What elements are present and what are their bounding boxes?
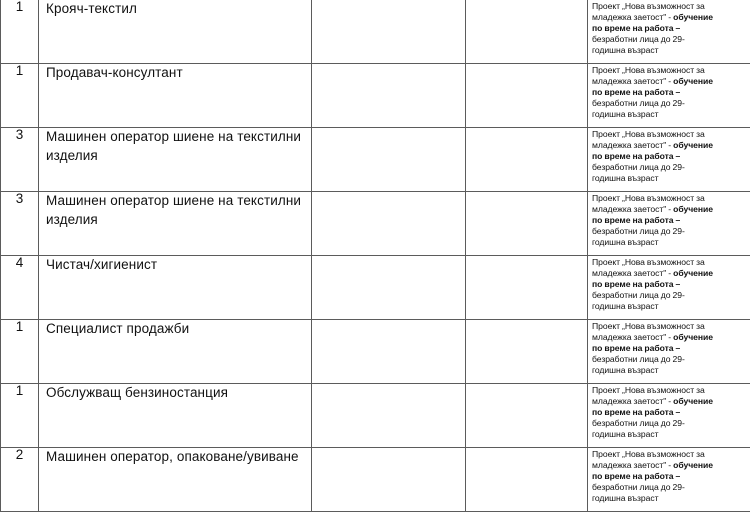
project-note-line-2-regular: младежка заетост" - [592,76,674,87]
project-note-line-1: Проект „Нова възможност за [592,65,705,75]
cell-position [39,320,312,384]
table-row [1,384,750,448]
project-note-line-2-bold: обучение [673,396,713,407]
cell-count [1,256,39,320]
project-note-line-4: безработни лица до 29- [592,418,685,429]
project-note [588,64,750,120]
cell-blank-b [466,320,588,384]
cell-count [1,0,39,64]
cell-count [1,128,39,192]
project-note [588,0,750,56]
cell-blank-a [312,192,466,256]
project-note-line-4: безработни лица до 29- [592,482,685,493]
count-value: 3 [15,127,24,142]
project-note-line-2-regular: младежка заетост" - [592,460,674,471]
cell-blank-a [312,128,466,192]
project-note-line-3-bold: по време на работа – [592,471,681,482]
project-note-line-5: годишна възраст [592,45,659,56]
cell-project-note [588,128,750,192]
table-row [1,128,750,192]
position-value: Машинен оператор, опаковане/увиване [46,449,299,464]
project-note-line-2-bold: обучение [673,140,713,151]
project-note-line-4: безработни лица до 29- [592,226,685,237]
project-note-line-5: годишна възраст [592,493,659,504]
cell-blank-b [466,0,588,64]
project-note-line-2-bold: обучение [673,204,713,215]
cell-blank-a [312,384,466,448]
project-note-line-2 [592,460,747,471]
project-note-line-1: Проект „Нова възможност за [592,385,705,395]
project-note-line-1: Проект „Нова възможност за [592,1,705,11]
project-note-line-3-bold: по време на работа – [592,215,681,226]
cell-blank-b [466,128,588,192]
project-note-line-4: безработни лица до 29- [592,98,685,109]
cell-position [39,128,312,192]
project-note-line-5: годишна възраст [592,237,659,248]
project-note [588,128,750,184]
table-row [1,448,750,512]
project-note-line-1: Проект „Нова възможност за [592,449,705,459]
cell-position [39,0,312,64]
project-note-line-2-bold: обучение [673,268,713,279]
count-value: 3 [15,191,24,206]
cell-position [39,448,312,512]
project-note-line-3-bold: по време на работа – [592,151,681,162]
project-note-line-3 [592,87,747,98]
project-note-line-1: Проект „Нова възможност за [592,321,705,331]
project-note-line-2 [592,76,747,87]
project-note [588,320,750,376]
project-note-line-2-bold: обучение [673,332,713,343]
project-note-line-1: Проект „Нова възможност за [592,129,705,139]
project-note-line-2-bold: обучение [673,460,713,471]
table-body [1,0,750,512]
project-note-line-3-bold: по време на работа – [592,343,681,354]
cell-position [39,192,312,256]
cell-count [1,320,39,384]
cell-count [1,384,39,448]
position-value: Машинен оператор шиене на текстилни изделия [46,193,302,227]
cell-position [39,256,312,320]
cell-project-note [588,192,750,256]
cell-project-note [588,320,750,384]
cell-position [39,384,312,448]
project-note [588,192,750,248]
project-note-line-4: безработни лица до 29- [592,162,685,173]
project-note-line-2 [592,332,747,343]
project-note-line-2 [592,12,747,23]
project-note-line-5: годишна възраст [592,429,659,440]
cell-blank-a [312,0,466,64]
project-note-line-3 [592,407,747,418]
project-note-line-2-regular: младежка заетост" - [592,268,674,279]
project-note-line-5: годишна възраст [592,365,659,376]
cell-blank-b [466,64,588,128]
project-note-line-4: безработни лица до 29- [592,34,685,45]
count-value: 1 [15,383,24,398]
table-row [1,256,750,320]
count-value: 1 [15,0,24,14]
project-note-line-3-bold: по време на работа – [592,279,681,290]
project-note [588,448,750,504]
cell-position [39,64,312,128]
project-note-line-3-bold: по време на работа – [592,407,681,418]
cell-project-note [588,0,750,64]
project-note-line-2-bold: обучение [673,12,713,23]
project-note-line-2-regular: младежка заетост" - [592,140,674,151]
project-note-line-2 [592,204,747,215]
count-value: 4 [15,255,24,270]
cell-blank-b [466,448,588,512]
table-row [1,320,750,384]
position-value: Обслужващ бензиностанция [46,385,228,400]
cell-count [1,64,39,128]
table-row [1,0,750,64]
project-note-line-2-regular: младежка заетост" - [592,396,674,407]
cell-blank-a [312,64,466,128]
cell-project-note [588,384,750,448]
position-value: Специалист продажби [46,321,190,336]
project-note-line-2-bold: обучение [673,76,713,87]
project-note [588,256,750,312]
project-note-line-3 [592,23,747,34]
project-note-line-3 [592,215,747,226]
position-value: Продавач-консултант [46,65,183,80]
cell-project-note [588,448,750,512]
count-value: 1 [15,63,24,78]
project-note [588,384,750,440]
project-note-line-2 [592,396,747,407]
position-value: Чистач/хигиенист [46,257,158,272]
project-note-line-4: безработни лица до 29- [592,354,685,365]
project-note-line-3-bold: по време на работа – [592,87,681,98]
project-note-line-2 [592,140,747,151]
table-row [1,192,750,256]
project-note-line-3-bold: по време на работа – [592,23,681,34]
cell-blank-b [466,192,588,256]
cell-blank-a [312,448,466,512]
cell-blank-b [466,384,588,448]
project-note-line-5: годишна възраст [592,173,659,184]
count-value: 1 [15,319,24,334]
cell-blank-a [312,320,466,384]
cell-count [1,192,39,256]
project-note-line-3 [592,279,747,290]
cell-blank-b [466,256,588,320]
cell-count [1,448,39,512]
project-note-line-5: годишна възраст [592,301,659,312]
cell-project-note [588,64,750,128]
table-row [1,64,750,128]
position-value: Крояч-текстил [46,1,137,16]
project-note-line-3 [592,343,747,354]
project-note-line-4: безработни лица до 29- [592,290,685,301]
count-value: 2 [15,447,24,462]
cell-blank-a [312,256,466,320]
project-note-line-3 [592,471,747,482]
cell-project-note [588,256,750,320]
project-note-line-2 [592,268,747,279]
project-note-line-2-regular: младежка заетост" - [592,12,674,23]
project-note-line-3 [592,151,747,162]
project-note-line-5: годишна възраст [592,109,659,120]
position-value: Машинен оператор шиене на текстилни изделия [46,129,302,163]
project-note-line-2-regular: младежка заетост" - [592,204,674,215]
project-note-line-1: Проект „Нова възможност за [592,193,705,203]
project-note-line-1: Проект „Нова възможност за [592,257,705,267]
project-note-line-2-regular: младежка заетост" - [592,332,674,343]
